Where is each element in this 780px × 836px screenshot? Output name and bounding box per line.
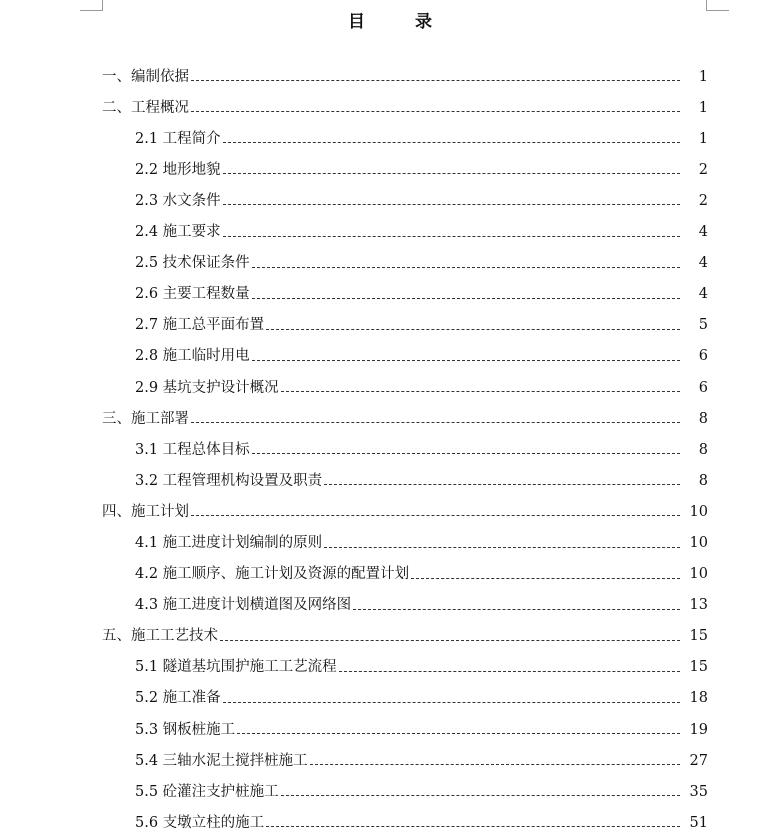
toc-dot-leader — [281, 391, 680, 392]
toc-entry-page-number: 27 — [689, 752, 708, 769]
toc-entry[interactable] — [0, 364, 780, 395]
toc-entry-label: 5.3 钢板桩施工 — [135, 721, 236, 738]
toc-entry[interactable] — [0, 644, 780, 675]
toc-entry-label: 4.1 施工进度计划编制的原则 — [135, 535, 323, 551]
toc-dot-leader — [339, 671, 680, 672]
toc-entry[interactable] — [0, 706, 780, 737]
toc-entry-label: 2.8 施工临时用电 — [135, 348, 250, 365]
toc-dot-leader — [191, 515, 680, 516]
toc-entry-page-number: 4 — [698, 286, 708, 303]
toc-entry[interactable] — [0, 302, 780, 333]
toc-entry-page-number: 10 — [689, 503, 708, 520]
toc-entry[interactable] — [0, 551, 780, 582]
toc-entry[interactable] — [0, 115, 780, 146]
toc-dot-leader — [252, 360, 680, 361]
toc-dot-leader — [324, 484, 680, 485]
toc-entry-label: 2.9 基坑支护设计概况 — [135, 379, 279, 396]
toc-entry-label: 二、工程概况 — [102, 99, 189, 116]
toc-entry-label: 2.3 水文条件 — [135, 192, 221, 209]
table-of-contents — [0, 53, 780, 830]
toc-entry-label: 5.5 砼灌注支护桩施工 — [135, 783, 279, 800]
toc-entry-label: 2.1 工程简介 — [135, 130, 221, 147]
toc-dot-leader — [310, 764, 680, 765]
toc-dot-leader — [223, 142, 680, 143]
toc-entry-page-number: 8 — [698, 441, 708, 458]
toc-dot-leader — [191, 80, 680, 81]
toc-dot-leader — [411, 578, 680, 579]
toc-entry-label: 四、施工计划 — [102, 503, 189, 520]
toc-entry-page-number: 1 — [698, 130, 708, 147]
toc-dot-leader — [220, 640, 680, 641]
toc-entry[interactable] — [0, 519, 780, 550]
toc-entry-page-number: 10 — [689, 535, 708, 551]
toc-dot-leader — [281, 795, 680, 796]
toc-entry-page-number: 51 — [689, 814, 708, 831]
toc-dot-leader — [191, 111, 680, 112]
toc-entry-page-number: 18 — [689, 690, 708, 707]
toc-entry[interactable] — [0, 395, 780, 426]
toc-entry-label: 4.3 施工进度计划横道图及网络图 — [135, 597, 352, 614]
toc-entry-label: 5.4 三轴水泥土搅拌桩施工 — [135, 752, 308, 769]
toc-entry-page-number: 2 — [698, 161, 708, 178]
toc-entry-label: 4.2 施工顺序、施工计划及资源的配置计划 — [135, 566, 410, 583]
toc-entry-label: 5.2 施工准备 — [135, 690, 221, 707]
toc-entry-page-number: 15 — [689, 659, 708, 676]
toc-entry-label: 一、编制依据 — [102, 68, 189, 85]
toc-dot-leader — [191, 422, 680, 423]
toc-entry-label: 3.1 工程总体目标 — [135, 441, 250, 458]
toc-entry-label: 2.5 技术保证条件 — [135, 255, 250, 272]
toc-entry-page-number: 15 — [689, 628, 708, 645]
toc-entry[interactable] — [0, 271, 780, 302]
toc-entry-page-number: 35 — [689, 783, 708, 800]
toc-entry-page-number: 5 — [698, 317, 708, 334]
toc-entry[interactable] — [0, 177, 780, 208]
toc-entry-page-number: 13 — [689, 597, 708, 614]
toc-entry-label: 3.2 工程管理机构设置及职责 — [135, 472, 323, 489]
toc-dot-leader — [237, 733, 680, 734]
toc-entry-page-number: 2 — [698, 192, 708, 209]
toc-entry-page-number: 8 — [698, 410, 708, 427]
toc-entry-label: 三、施工部署 — [102, 410, 189, 427]
toc-entry-page-number: 10 — [689, 566, 708, 583]
toc-entry[interactable] — [0, 240, 780, 271]
toc-entry-page-number: 6 — [698, 348, 708, 365]
toc-entry-label: 2.7 施工总平面布置 — [135, 317, 265, 334]
toc-entry-page-number: 1 — [698, 68, 708, 85]
toc-entry[interactable] — [0, 333, 780, 364]
toc-entry[interactable] — [0, 768, 780, 799]
toc-entry[interactable] — [0, 53, 780, 84]
toc-title: 目 录 — [348, 12, 454, 32]
toc-entry[interactable] — [0, 737, 780, 768]
toc-dot-leader — [252, 453, 680, 454]
toc-dot-leader — [324, 547, 680, 548]
toc-entry-label: 2.4 施工要求 — [135, 224, 221, 241]
toc-entry[interactable] — [0, 457, 780, 488]
toc-entry[interactable] — [0, 799, 780, 830]
toc-dot-leader — [266, 826, 680, 827]
toc-entry[interactable] — [0, 675, 780, 706]
toc-entry[interactable] — [0, 488, 780, 519]
toc-entry-label: 2.2 地形地貌 — [135, 161, 221, 178]
toc-entry-page-number: 19 — [689, 721, 708, 738]
toc-dot-leader — [266, 329, 680, 330]
toc-dot-leader — [223, 236, 680, 237]
toc-dot-leader — [223, 204, 680, 205]
toc-entry-page-number: 4 — [698, 255, 708, 272]
toc-entry-label: 五、施工工艺技术 — [102, 628, 218, 645]
toc-entry[interactable] — [0, 146, 780, 177]
toc-entry[interactable] — [0, 613, 780, 644]
toc-entry-label: 2.6 主要工程数量 — [135, 286, 250, 303]
toc-dot-leader — [252, 298, 680, 299]
toc-dot-leader — [252, 267, 680, 268]
toc-entry-page-number: 1 — [698, 99, 708, 116]
toc-entry-label: 5.6 支墩立柱的施工 — [135, 814, 265, 831]
toc-entry-page-number: 4 — [698, 224, 708, 241]
toc-entry-label: 5.1 隧道基坑围护施工工艺流程 — [135, 659, 337, 676]
toc-entry-page-number: 6 — [698, 379, 708, 396]
toc-dot-leader — [223, 702, 680, 703]
toc-entry[interactable] — [0, 208, 780, 239]
toc-dot-leader — [223, 173, 680, 174]
toc-dot-leader — [353, 609, 680, 610]
toc-entry[interactable] — [0, 582, 780, 613]
toc-entry[interactable] — [0, 84, 780, 115]
toc-entry[interactable] — [0, 426, 780, 457]
toc-entry-page-number: 8 — [698, 472, 708, 489]
